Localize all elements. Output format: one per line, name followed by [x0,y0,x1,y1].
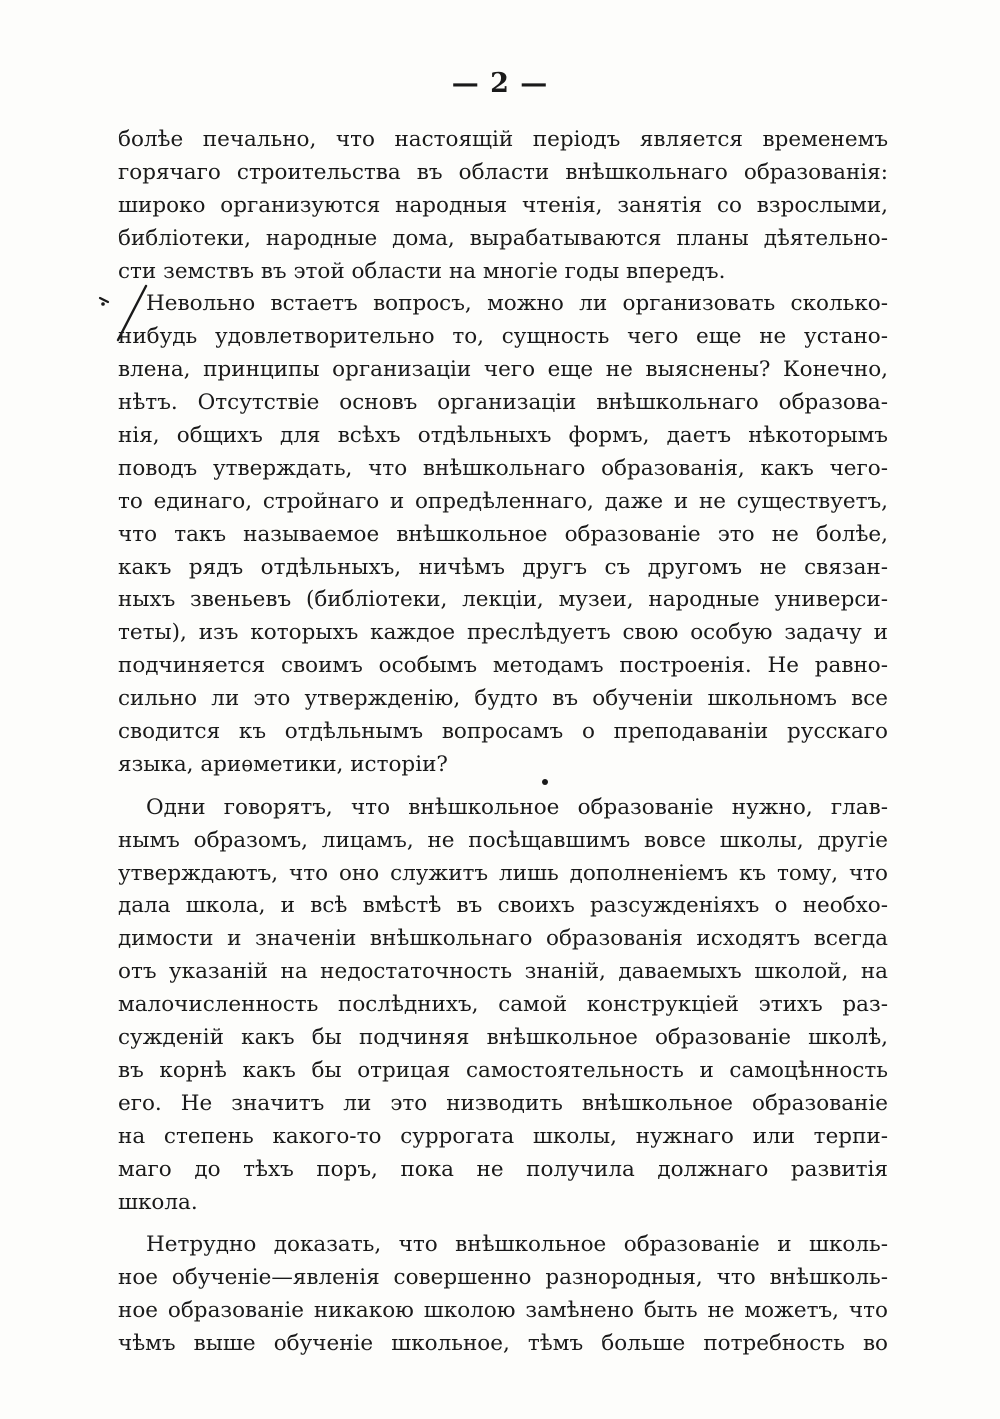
text-line: ное обученіе—явленія совершенно разнородныя, что внѣшколь- [118,1265,888,1291]
text-line: языка, ариѳметики, исторіи? [118,751,448,777]
text-line: Одни говорятъ, что внѣшкольное образованіе нужно, глав- [146,794,888,820]
paragraph-gap [118,1219,888,1229]
paragraph [118,792,888,1220]
text-line: поводъ утверждать, что внѣшкольнаго образованія, какъ чего- [118,455,888,481]
paragraph [118,288,888,781]
text-line: нѣтъ. Отсутствіе основъ организаціи внѣшкольнаго образова- [118,390,888,416]
text-line: маго до тѣхъ поръ, пока не получила должнаго развитія [118,1156,888,1182]
text-line: подчиняется своимъ особымъ методамъ построенія. Не равно- [118,653,888,679]
text-line: широко организуются народныя чтенія, занятія со взрослыми, [118,192,888,218]
text-line: въ корнѣ какъ бы отрицая самостоятельность и самоцѣнность [118,1057,888,1083]
paragraph [118,124,888,288]
paragraph [118,1229,888,1361]
page-number: — 2 — [451,68,549,99]
text-line: сводится къ отдѣльнымъ вопросамъ о преподаваніи русскаго [118,719,888,745]
text-line: его. Не значитъ ли это низводить внѣшкольное образованіе [118,1090,888,1116]
text-line: малочисленность послѣднихъ, самой конструкціей этихъ раз- [118,992,888,1018]
text-line: нія, общихъ для всѣхъ отдѣльныхъ формъ, даетъ нѣкоторымъ [118,423,888,449]
paragraph-gap [118,782,888,792]
text-line: нымъ образомъ, лицамъ, не посѣщавшимъ вовсе школы, другіе [118,827,888,853]
text-line: горячаго строительства въ области внѣшкольнаго образованія: [118,159,888,185]
text-line: Невольно встаетъ вопросъ, можно ли организовать сколько- [146,291,888,317]
text-line: библіотеки, народные дома, вырабатываются планы дѣятельно- [118,225,888,251]
text-line: сильно ли это утвержденію, будто въ обученіи школьномъ все [118,686,888,712]
text-line: какъ рядъ отдѣльныхъ, ничѣмъ другъ съ другомъ не связан- [118,554,888,580]
text-line: димости и значеніи внѣшкольнаго образованія исходятъ всегда [118,926,888,952]
body-text [118,124,888,1361]
text-line: нибудь удовлетворительно то, сущность чего еще не устано- [118,324,888,350]
text-line: дала школа, и всѣ вмѣстѣ въ своихъ разсужденіяхъ о необхо- [118,893,888,919]
text-line: утверждаютъ, что оно служитъ лишь дополненіемъ къ тому, что [118,860,888,886]
text-line: на степень какого-то суррогата школы, нужнаго или терпи- [118,1123,888,1149]
text-line: сужденій какъ бы подчиняя внѣшкольное образованіе школѣ, [118,1025,888,1051]
text-line: теты), изъ которыхъ каждое преслѣдуетъ свою особую задачу и [118,620,888,646]
text-line: то единаго, стройнаго и опредѣленнаго, даже и не существуетъ, [118,488,888,514]
text-line: отъ указаній на недостаточность знаній, даваемыхъ школой, на [118,959,888,985]
text-line: сти земствъ въ этой области на многіе годы впередъ. [118,258,726,284]
text-line: что такъ называемое внѣшкольное образованіе это не болѣе, [118,521,888,547]
text-line: болѣе печально, что настоящій періодъ является временемъ [118,127,888,152]
text-line: Нетрудно доказать, что внѣшкольное образованіе и школь- [146,1232,888,1258]
text-line: влена, принципы организаціи чего еще не выяснены? Конечно, [118,357,888,383]
text-line: ное образованіе никакою школою замѣнено быть не можетъ, что [118,1298,888,1324]
text-line: школа. [118,1189,198,1215]
text-line: чѣмъ выше обученіе школьное, тѣмъ больше потребность во [118,1331,888,1357]
text-line: ныхъ звеньевъ (библіотеки, лекціи, музеи, народные универси- [118,587,888,613]
